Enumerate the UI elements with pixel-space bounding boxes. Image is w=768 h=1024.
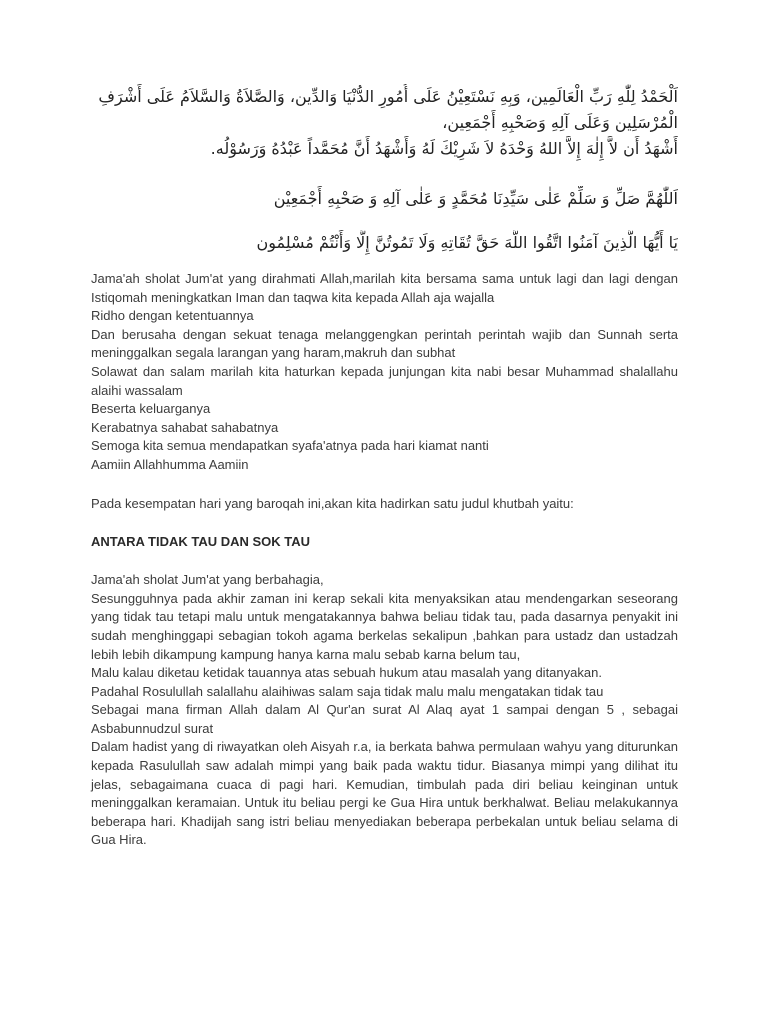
spacer — [91, 256, 678, 270]
spacer — [91, 162, 678, 186]
body-greeting: Jama'ah sholat Jum'at yang berbahagia, — [91, 572, 324, 588]
body-paragraph: Sesungguhnya pada akhir zaman ini kerap sekali kita menyaksikan atau mendengarkan seseorang yang tidak tau tetapi malu untuk mengatakannya bahwa beliau tidak tau, pada dasarnya penyakit ini sudah menghinggapi sebagian tokoh agama berkelas sekalipun ,bahkan para ustadz dan ustadzah lebih lebih dikampung kampung hanya karna malu sebab karna belum tau, — [91, 590, 678, 662]
arabic-opening-section — [91, 84, 678, 256]
khutbah-body — [91, 571, 678, 850]
announcement-section — [91, 495, 678, 514]
intro-paragraph: Dan berusaha dengan sekuat tenaga melanggengkan perintah perintah wajib dan Sunnah serta meninggalkan segala larangan yang haram,makruh dan subhat — [91, 326, 678, 361]
spacer — [91, 551, 678, 571]
body-paragraph: Padahal Rosulullah salallahu alaihiwas salam saja tidak malu malu mengatakan tidak tau — [91, 683, 604, 699]
body-paragraph: Dalam hadist yang di riwayatkan oleh Aisyah r.a, ia berkata bahwa permulaan wahyu yang diturunkan kepada Rasulullah saw adalah mimpi yang baik pada waktu tidur. Biasanya mimpi yang dilihat itu jelas, sebagaimana cuaca di pagi hari. Kemudian, timbulah pada diri beliau keinginan untuk meninggalkan keramaian. Untuk itu beliau pergi ke Gua Hira untuk berkhalwat. Beliau melakukannya beberapa hari. Khadijah sang istri beliau menyediakan beberapa perbekalan untuk beliau selama di Gua Hira. — [91, 739, 678, 848]
intro-section — [91, 270, 678, 475]
intro-paragraph: Semoga kita semua mendapatkan syafa'atnya pada hari kiamat nanti — [91, 438, 489, 454]
spacer — [91, 513, 678, 533]
arabic-salawat: اَللّٰهُمَّ صَلِّ وَ سَلِّمْ عَلٰى سَيِّدِنَا مُحَمَّدٍ وَ عَلٰى آلِهِ وَ صَحْبِهِ أَجْمَعِيْن — [273, 189, 678, 208]
spacer — [91, 212, 678, 230]
intro-paragraph: Beserta keluarganya — [91, 401, 211, 417]
spacer — [91, 475, 678, 495]
intro-paragraph: Aamiin Allahhumma Aamiin — [91, 456, 249, 472]
body-paragraph: Malu kalau diketau ketidak tauannya atas sebuah hukum atau masalah yang ditanyakan. — [91, 665, 602, 681]
arabic-hamdalah-line-1: اَلْحَمْدُ لِلّٰهِ رَبِّ الْعَالَمِين، وَبِهِ نَسْتَعِيْنُ عَلَى أُمُورِ الدُّنْيَا وَالدِّين، وَالصَّلاَةُ وَالسَّلاَمُ عَلَى أَشْرَفِ — [98, 87, 678, 106]
arabic-ayah: يَا أَيُّهَا الَّذِينَ آمَنُوا اتَّقُوا اللَّهَ حَقَّ تُقَاتِهِ وَلَا تَمُوتُنَّ إِلَّا وَأَنْتُمْ مُسْلِمُون — [256, 233, 678, 252]
document-content — [91, 84, 678, 850]
intro-paragraph: Jama'ah sholat Jum'at yang dirahmati Allah,marilah kita bersama sama untuk lagi dan lagi dengan Istiqomah meningkatkan Iman dan taqwa kita kepada Allah aja wajalla — [91, 271, 678, 305]
intro-paragraph: Ridho dengan ketentuannya — [91, 308, 254, 324]
announcement-paragraph: Pada kesempatan hari yang baroqah ini,akan kita hadirkan satu judul khutbah yaitu: — [91, 495, 574, 511]
intro-paragraph: Solawat dan salam marilah kita haturkan kepada junjungan kita nabi besar Muhammad shalallahu alaihi wassalam — [91, 363, 678, 398]
body-paragraph: Sebagai mana firman Allah dalam Al Qur'an surat Al Alaq ayat 1 sampai dengan 5 , sebagai Asbabunnudzul surat — [91, 702, 678, 736]
arabic-shahada: أَشْهَدُ أَن لاَّ إِلٰهَ إِلاَّ اللهُ وَحْدَهُ لاَ شَرِيْكَ لَهُ وَأَشْهَدُ أَنَّ مُحَمَّداً عَبْدُهُ وَرَسُوْلُه. — [210, 139, 678, 158]
arabic-hamdalah-line-2: الْمُرْسَلِين وَعَلَى آلِهِ وَصَحْبِهِ أَجْمَعِين، — [442, 113, 678, 132]
khutbah-title: ANTARA TIDAK TAU DAN SOK TAU — [91, 534, 311, 550]
intro-paragraph: Kerabatnya sahabat sahabatnya — [91, 419, 279, 435]
